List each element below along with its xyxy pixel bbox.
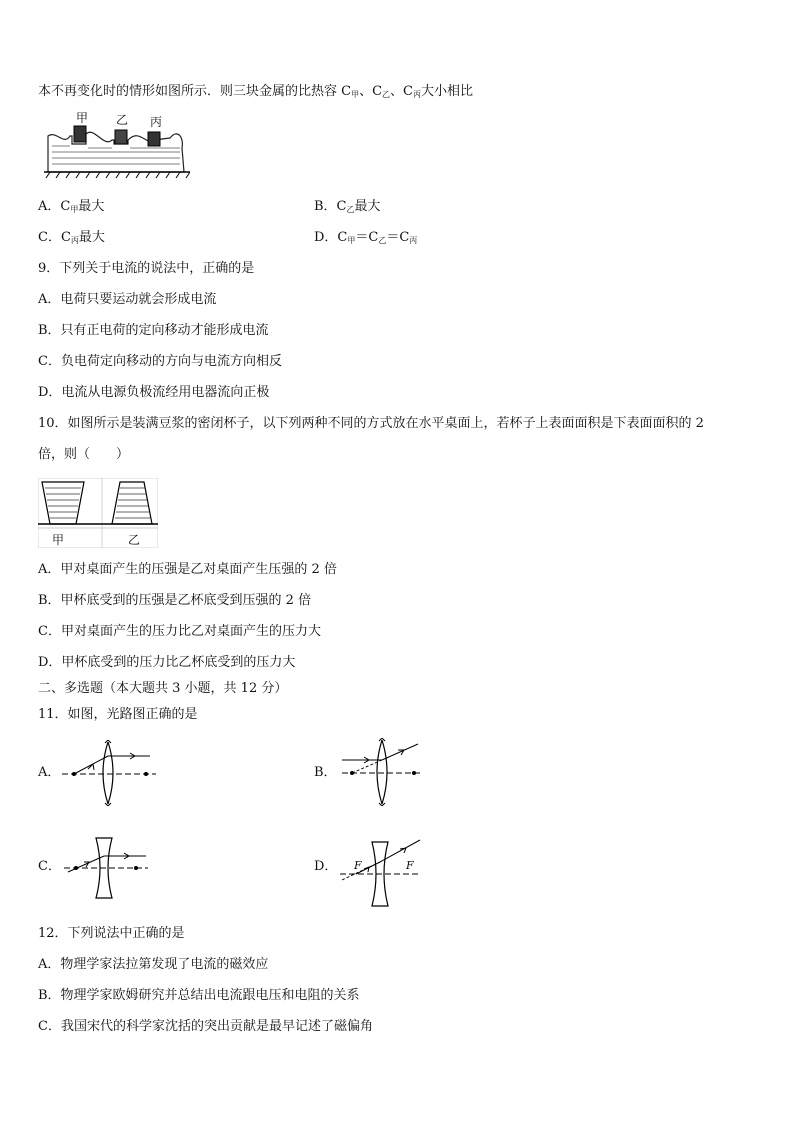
focus-label-right: F	[406, 859, 414, 872]
q8-fig-label-yi: 乙	[116, 113, 129, 127]
focus-label-left: F	[354, 859, 362, 872]
q11-diagram-a	[60, 740, 160, 806]
q12-option-a[interactable]: A．物理学家法拉第发现了电流的磁效应	[38, 957, 269, 972]
q11-option-a-label[interactable]: A．	[38, 765, 61, 780]
q12-option-c[interactable]: C．我国宋代的科学家沈括的突出贡献是最早记述了磁偏角	[38, 1019, 373, 1034]
q8-option-c[interactable]: C．$C_丙$最大	[38, 230, 105, 245]
q10-option-b[interactable]: B．甲杯底受到的压强是乙杯底受到压强的 2 倍	[38, 593, 312, 608]
q9-stem: 9．下列关于电流的说法中，正确的是	[38, 261, 255, 276]
block-yi	[115, 130, 127, 144]
q11-option-d-label[interactable]: D．	[314, 859, 338, 874]
section-heading: 二、多选题（本大题共 3 小题，共 12 分）	[38, 681, 288, 696]
q10-option-c[interactable]: C．甲对桌面产生的压力比乙对桌面产生的压力大	[38, 624, 321, 639]
block-jia	[74, 126, 86, 142]
q11-option-c-label[interactable]: C．	[38, 859, 61, 874]
q8-option-a[interactable]: A．$C_甲$最大	[38, 199, 105, 214]
q10-fig-label-jia: 甲	[52, 533, 65, 547]
q11-diagram-b	[338, 738, 424, 806]
q10-fig-label-yi: 乙	[128, 533, 141, 547]
q9-option-b[interactable]: B．只有正电荷的定向移动才能形成电流	[38, 323, 269, 338]
q10-option-a[interactable]: A．甲对桌面产生的压强是乙对桌面产生压强的 2 倍	[38, 562, 337, 577]
q10-stem-line1: 10．如图所示是装满豆浆的密闭杯子，以下列两种不同的方式放在水平桌面上，若杯子上表面面积是下表面面积的 2	[38, 416, 704, 431]
q9-option-d[interactable]: D．电流从电源负极流经用电器流向正极	[38, 385, 270, 400]
q10-option-d[interactable]: D．甲杯底受到的压力比乙杯底受到的压力大	[38, 655, 296, 670]
q9-option-a[interactable]: A．电荷只要运动就会形成电流	[38, 292, 217, 307]
q8-option-d[interactable]: D．$C_甲=C_乙=C_丙$	[314, 230, 418, 245]
q10-stem-line2: 倍，则（ ）	[38, 447, 130, 462]
q11-stem: 11．如图，光路图正确的是	[38, 707, 198, 722]
block-bing	[148, 132, 160, 146]
q8-fig-label-bing: 丙	[150, 115, 163, 129]
q11-diagram-c	[62, 834, 152, 902]
q8-fig-label-jia: 甲	[76, 111, 89, 125]
q9-option-c[interactable]: C．负电荷定向移动的方向与电流方向相反	[38, 354, 282, 369]
q8-option-b[interactable]: B．$C_乙$最大	[314, 199, 381, 214]
q11-option-b-label[interactable]: B．	[314, 765, 337, 780]
q12-option-b[interactable]: B．物理学家欧姆研究并总结出电流跟电压和电阻的关系	[38, 988, 360, 1003]
q12-stem: 12．下列说法中正确的是	[38, 926, 185, 941]
q8-stem: 本不再变化时的情形如图所示．则三块金属的比热容 $C_甲$、$C_乙$、$C_丙$大小相比	[38, 84, 474, 99]
